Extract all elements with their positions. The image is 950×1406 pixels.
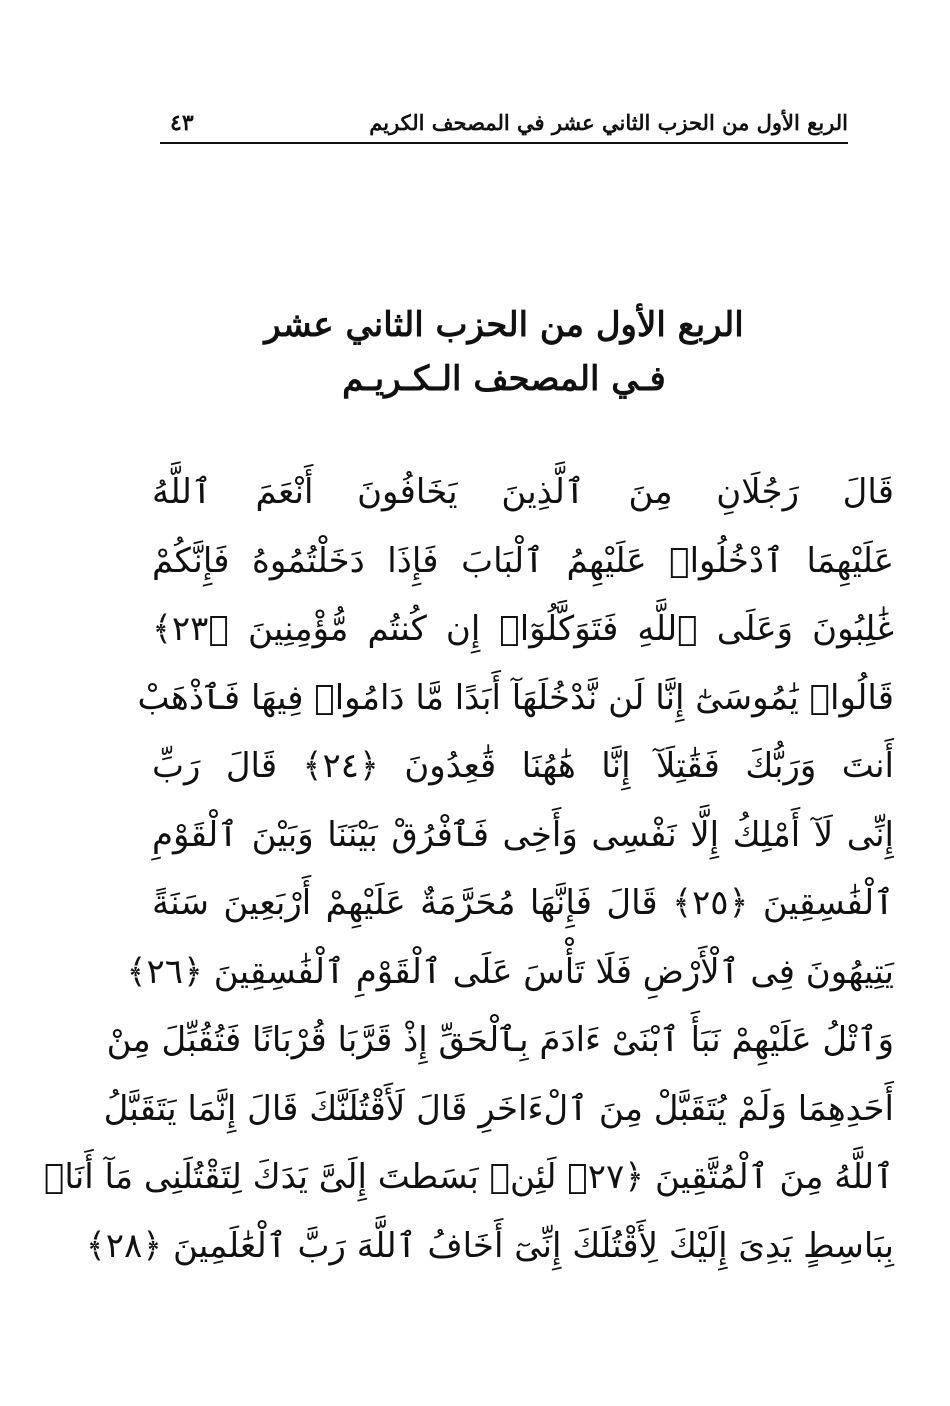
verse-line: يَتِيهُونَ فِى ٱلْأَرْضِ فَلَا تَأْسَ عَلَى ٱلْقَوْمِ ٱلْفَٰسِقِينَ ﴿٢٦﴾ (126, 951, 894, 992)
section-title (160, 298, 848, 406)
header-rule (160, 142, 848, 144)
verse-line: أَحَدِهِمَا وَلَمْ يُتَقَبَّلْ مِنَ ٱلْءَاخَرِ قَالَ لَأَقْتُلَنَّكَ قَالَ إِنَّمَا يَتَقَبَّلُ (103, 1088, 894, 1129)
verse-text-block (44, 458, 894, 1280)
running-title: الربع الأول من الحزب الثاني عشر في المصحف الكريم (369, 110, 848, 135)
verse-line: ٱلْفَٰسِقِينَ ﴿٢٥﴾ قَالَ فَإِنَّهَا مُحَرَّمَةٌ عَلَيْهِمْ أَرْبَعِينَ سَنَةً (152, 883, 894, 923)
verse-line: ٱللَّهُ مِنَ ٱلْمُتَّقِينَ ﴿٢٧﴾ لَئِنۢ بَسَطتَ إِلَىَّ يَدَكَ لِتَقْتُلَنِى مَآ أَنَا۠ (44, 1157, 894, 1197)
verse-line: أَنتَ وَرَبُّكَ فَقَٰتِلَآ إِنَّا هَٰهُنَا قَٰعِدُونَ ﴿٢٤﴾ قَالَ رَبِّ (152, 746, 894, 786)
verse-line: عَلَيْهِمَا ٱدْخُلُوا۟ عَلَيْهِمُ ٱلْبَابَ فَإِذَا دَخَلْتُمُوهُ فَإِنَّكُمْ (152, 540, 894, 581)
section-title-line-2: فـي المصحف الـكـريـم (342, 359, 666, 399)
verse-line: قَالَ رَجُلَانِ مِنَ ٱلَّذِينَ يَخَافُونَ أَنْعَمَ ٱللَّهُ (152, 472, 894, 512)
verse-line: إِنِّى لَآ أَمْلِكُ إِلَّا نَفْسِى وَأَخِى فَٱفْرُقْ بَيْنَنَا وَبَيْنَ ٱلْقَوْمِ (152, 814, 894, 855)
section-title-line-1: الربع الأول من الحزب الثاني عشر (264, 305, 744, 345)
verse-line: قَالُوا۟ يَٰمُوسَىٰٓ إِنَّا لَن نَّدْخُلَهَآ أَبَدًا مَّا دَامُوا۟ فِيهَا فَٱذْهَبْ (137, 677, 894, 718)
verse-line: وَٱتْلُ عَلَيْهِمْ نَبَأَ ٱبْنَىْ ءَادَمَ بِٱلْحَقِّ إِذْ قَرَّبَا قُرْبَانًا فَتُقُبِّلَ مِنْ (106, 1020, 894, 1060)
verse-line: بِبَاسِطٍ يَدِىَ إِلَيْكَ لِأَقْتُلَكَ إِنِّىٓ أَخَافُ ٱللَّهَ رَبَّ ٱلْعَٰلَمِينَ ﴿٢٨﴾ (85, 1225, 894, 1266)
page-number: ٤٣ (170, 110, 194, 136)
verse-line: غَٰلِبُونَ وَعَلَى ٱللَّهِ فَتَوَكَّلُوٓا۟ إِن كُنتُم مُّؤْمِنِينَ ﴿٢٣﴾ (152, 609, 894, 649)
page-header (160, 108, 848, 144)
